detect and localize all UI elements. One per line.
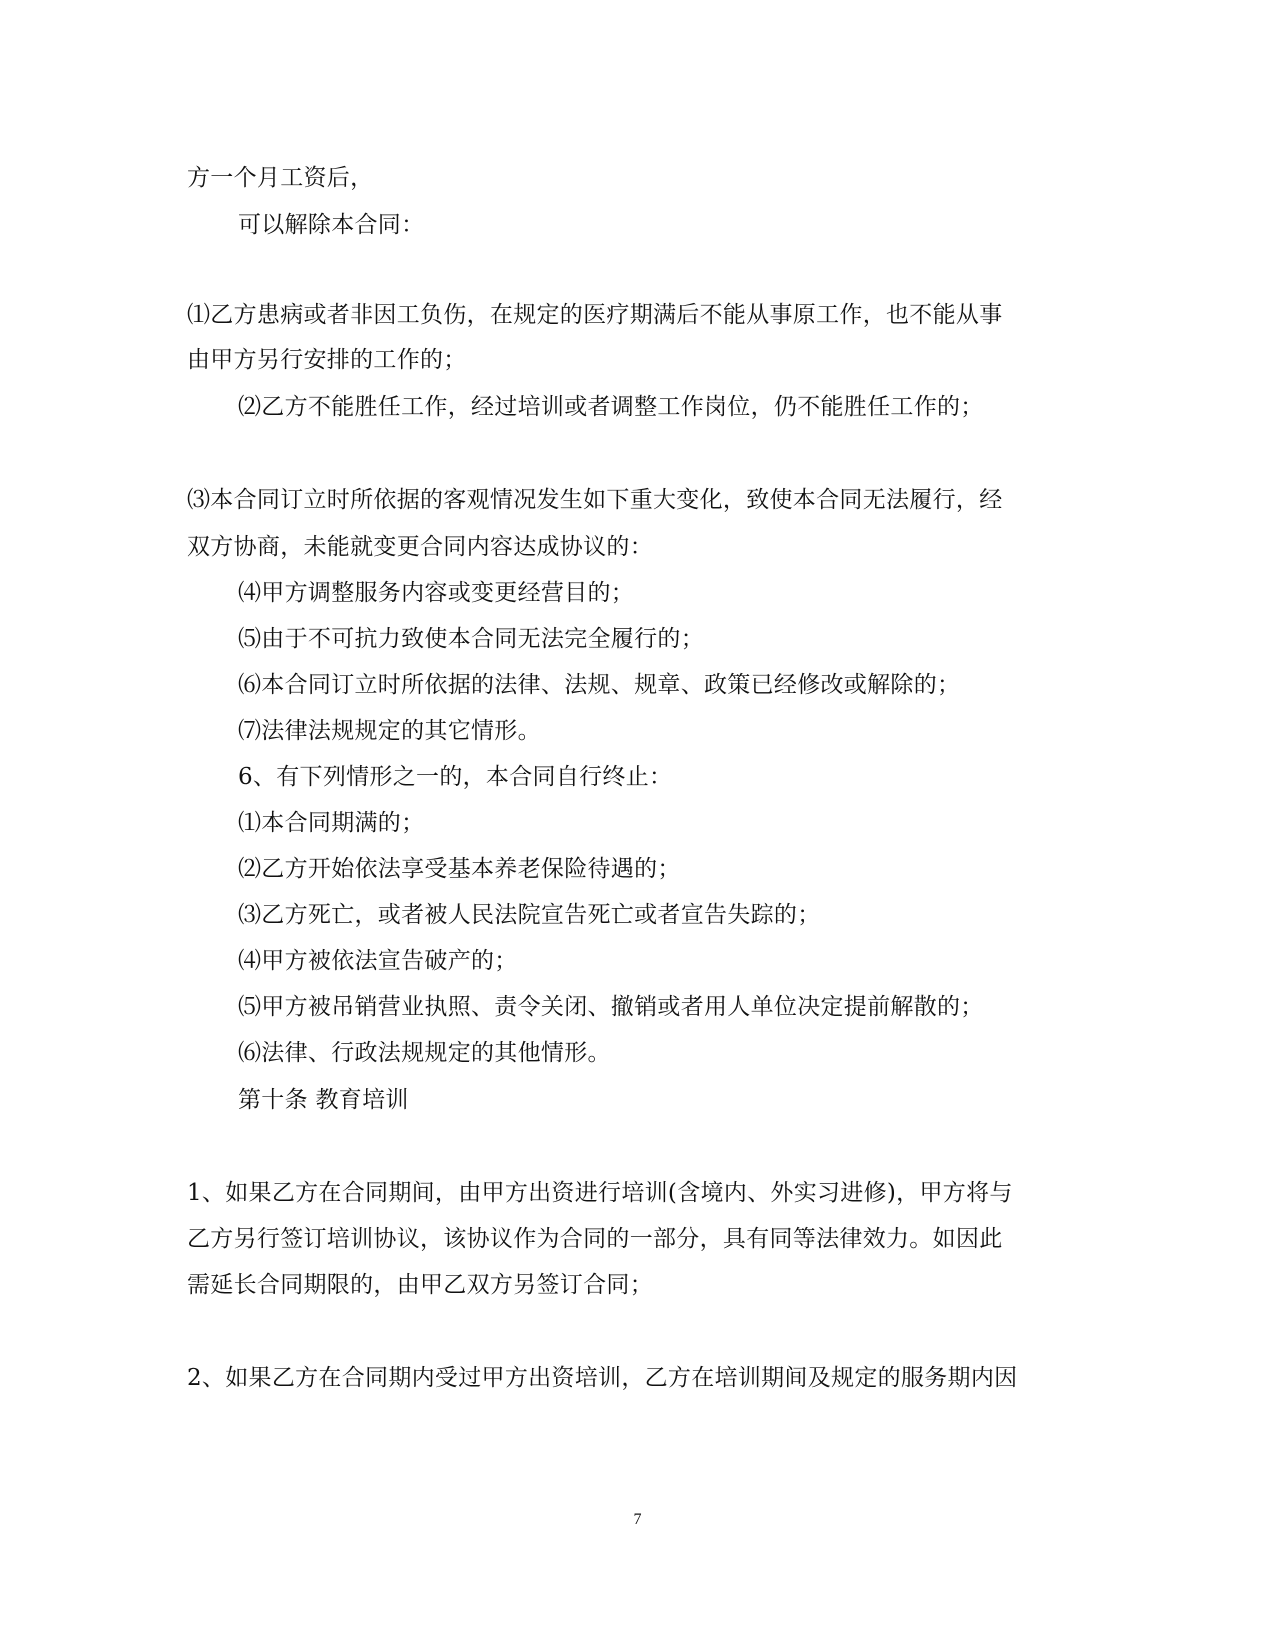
text-line: 双方协商，未能就变更合同内容达成协议的： <box>187 534 653 560</box>
text-line: 需延长合同期限的，由甲乙双方另签订合同； <box>187 1272 653 1298</box>
text-line: 1、如果乙方在合同期间，由甲方出资进行培训(含境内、外实习进修)，甲方将与 <box>187 1180 1013 1206</box>
page-number: 7 <box>633 1511 642 1528</box>
text-line: 由甲方另行安排的工作的； <box>187 347 467 373</box>
text-line: ⑵乙方不能胜任工作，经过培训或者调整工作岗位，仍不能胜任工作的； <box>238 394 984 420</box>
text-line: ⑸甲方被吊销营业执照、责令关闭、撤销或者用人单位决定提前解散的； <box>238 994 984 1020</box>
section-heading: 第十条 教育培训 <box>238 1087 409 1113</box>
text-line: 2、如果乙方在合同期内受过甲方出资培训，乙方在培训期间及规定的服务期内因 <box>187 1365 1018 1391</box>
text-line: ⑹本合同订立时所依据的法律、法规、规章、政策已经修改或解除的； <box>238 672 961 698</box>
text-line: ⑵乙方开始依法享受基本养老保险待遇的； <box>238 856 681 882</box>
text-line: ⑶本合同订立时所依据的客观情况发生如下重大变化，致使本合同无法履行，经 <box>187 487 1003 513</box>
text-line: 方一个月工资后， <box>187 165 374 191</box>
text-line: ⑶乙方死亡，或者被人民法院宣告死亡或者宣告失踪的； <box>238 902 821 928</box>
text-line: 乙方另行签订培训协议，该协议作为合同的一部分，具有同等法律效力。如因此 <box>187 1226 1003 1252</box>
text-line: ⑹法律、行政法规规定的其他情形。 <box>238 1040 611 1066</box>
text-line: ⑷甲方调整服务内容或变更经营目的； <box>238 580 635 606</box>
text-line: ⑷甲方被依法宣告破产的； <box>238 948 518 974</box>
text-line: 6、有下列情形之一的，本合同自行终止： <box>238 764 673 790</box>
text-line: ⑴本合同期满的； <box>238 810 425 836</box>
text-line: ⑸由于不可抗力致使本合同无法完全履行的； <box>238 626 704 652</box>
text-line: ⑴乙方患病或者非因工负伤，在规定的医疗期满后不能从事原工作，也不能从事 <box>187 302 1003 328</box>
text-line: ⑺法律法规规定的其它情形。 <box>238 718 541 744</box>
text-line: 可以解除本合同： <box>238 212 425 238</box>
